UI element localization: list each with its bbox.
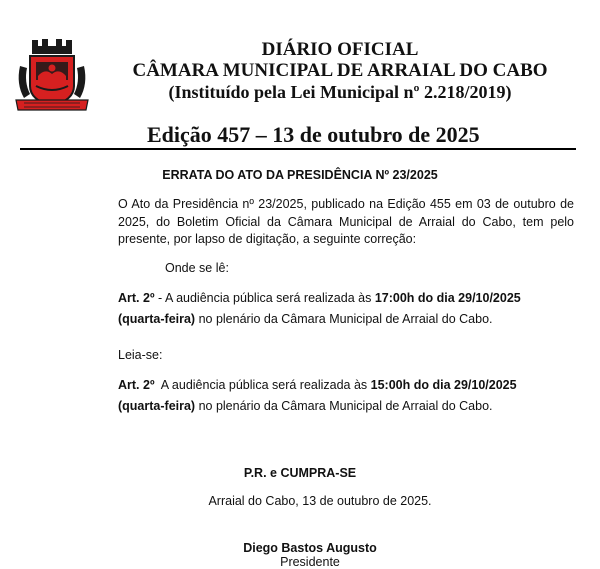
chamber-name: CÂMARA MUNICIPAL DE ARRAIAL DO CABO	[132, 60, 548, 81]
article-weekday: (quarta-feira)	[118, 399, 196, 413]
leia-se-label: Leia-se:	[118, 348, 163, 362]
newspaper-title: DIÁRIO OFICIAL	[261, 39, 419, 60]
article-time: 17:00h	[374, 291, 415, 305]
article-label: Art. 2º	[118, 378, 155, 392]
closing-formula: P.R. e CUMPRA-SE	[243, 466, 357, 480]
article-corrected-line1	[118, 375, 574, 396]
article-weekday: (quarta-feira)	[118, 312, 196, 326]
intro-paragraph: O Ato da Presidência nº 23/2025, publicado na Edição 455 em 03 de outubro de 2025, do Boletim Oficial da Câmara Municipal de Arraial do Cabo, tem pelo presente, por lapso de digitação, a seguinte correção:	[118, 197, 574, 246]
article-text: A audiência pública será realizada às	[164, 291, 375, 305]
article-corrected	[118, 375, 574, 417]
article-text: A audiência pública será realizada às	[160, 378, 371, 392]
article-connector: do	[414, 291, 437, 305]
article-separator: -	[154, 291, 165, 305]
article-location: no plenário da Câmara Municipal de Arraial do Cabo.	[195, 312, 493, 326]
article-original-line1	[118, 288, 574, 309]
place-and-date: Arraial do Cabo, 13 de outubro de 2025.	[208, 494, 432, 508]
signer-name: Diego Bastos Augusto	[243, 541, 377, 555]
article-label: Art. 2º	[118, 291, 155, 305]
article-location: no plenário da Câmara Municipal de Arraial do Cabo.	[195, 399, 493, 413]
article-original	[118, 288, 574, 330]
founding-law: (Instituído pela Lei Municipal nº 2.218/2019)	[168, 82, 512, 102]
header-divider	[20, 148, 576, 150]
article-date: dia 29/10/2025	[432, 378, 517, 392]
article-time: 15:00h	[370, 378, 411, 392]
document-title: ERRATA DO ATO DA PRESIDÊNCIA Nº 23/2025	[162, 168, 438, 182]
coat-of-arms-logo	[12, 36, 92, 116]
article-date: dia 29/10/2025	[436, 291, 521, 305]
signer-role: Presidente	[280, 555, 340, 569]
edition-line: Edição 457 – 13 de outubro de 2025	[147, 122, 480, 147]
onde-se-le-label: Onde se lê:	[165, 261, 229, 275]
article-connector: do	[410, 378, 433, 392]
